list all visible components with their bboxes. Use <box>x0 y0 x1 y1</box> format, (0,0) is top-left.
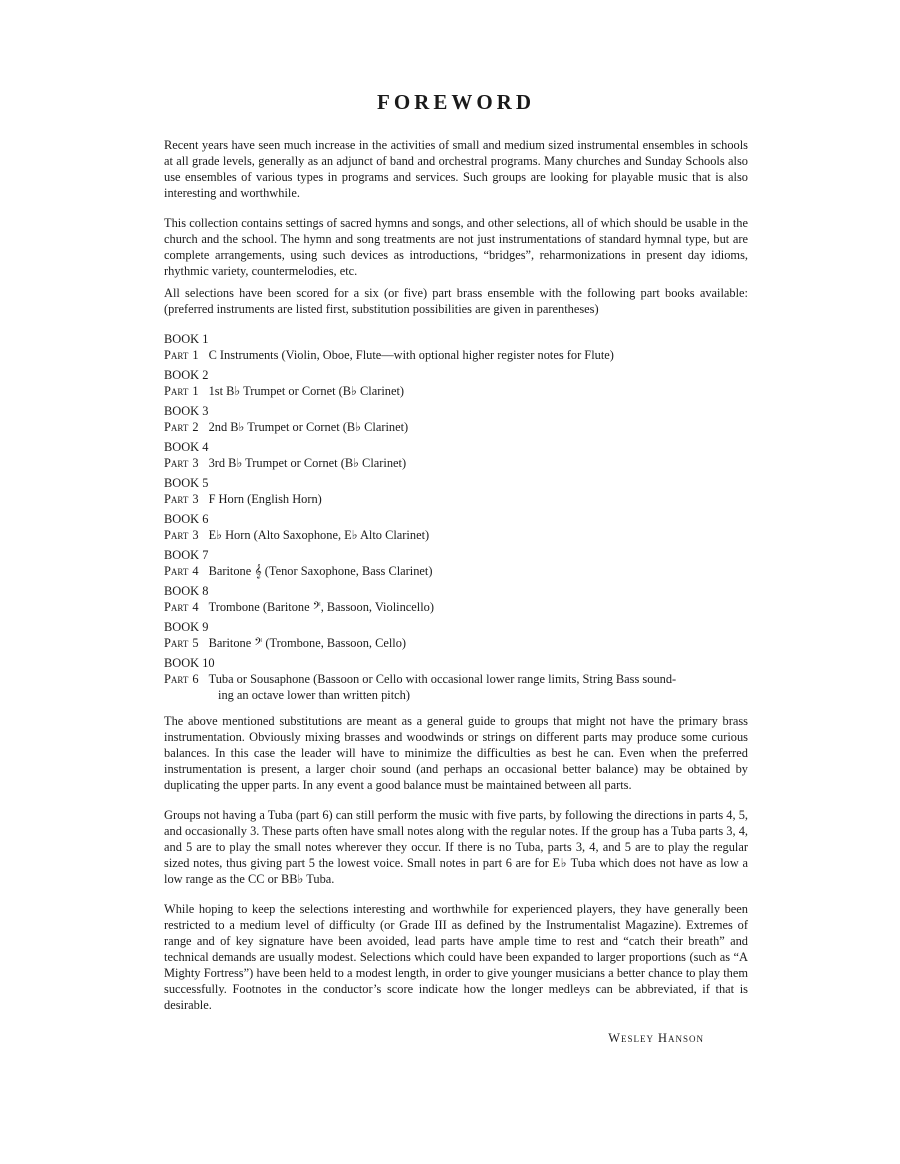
book-label: BOOK 3 <box>164 404 209 418</box>
part-number: 4 <box>192 564 199 578</box>
part-line <box>164 347 748 363</box>
part-label: Part <box>164 456 189 470</box>
book-entry-6 <box>164 511 748 543</box>
part-description: 3rd B♭ Trumpet or Cornet (B♭ Clarinet) <box>208 456 407 470</box>
book-label: BOOK 4 <box>164 440 209 454</box>
part-number: 3 <box>192 528 199 542</box>
part-number: 3 <box>192 492 199 506</box>
author-signature: Wesley Hanson <box>608 1031 704 1045</box>
part-line <box>164 527 748 543</box>
part-line <box>164 419 748 435</box>
book-label: BOOK 2 <box>164 368 209 382</box>
book-label: BOOK 7 <box>164 548 209 562</box>
book-label: BOOK 5 <box>164 476 209 490</box>
book-entry-7 <box>164 547 748 579</box>
substitutions-paragraph: The above mentioned substitutions are meant as a general guide to groups that might not have the primary brass instrumentation. Obviously mixing brasses and woodwinds or strings on different parts may produce some curious balances. In this case the leader will have to minimize the difficulties as best he can. Even when the preferred instrumentation is present, a larger choir sound (and perhaps an occasional better balance) may be obtained by duplicating the upper parts. In any event a good balance must be maintained between all parts. <box>164 714 748 792</box>
foreword-page <box>164 90 748 1046</box>
part-number: 3 <box>192 456 199 470</box>
book-entry-8 <box>164 583 748 615</box>
part-description: C Instruments (Violin, Oboe, Flute—with optional higher register notes for Flute) <box>208 348 614 362</box>
part-description-continued: ing an octave lower than written pitch) <box>218 688 410 702</box>
part-number: 5 <box>192 636 199 650</box>
part-description: 1st B♭ Trumpet or Cornet (B♭ Clarinet) <box>208 384 405 398</box>
part-label: Part <box>164 636 189 650</box>
part-number: 1 <box>192 348 199 362</box>
part-description: E♭ Horn (Alto Saxophone, E♭ Alto Clarinet) <box>208 528 430 542</box>
part-line <box>164 455 748 471</box>
part-label: Part <box>164 600 189 614</box>
intro-paragraph: Recent years have seen much increase in the activities of small and medium sized instrumental ensembles in schools at all grade levels, generally as an adjunct of band and orchestral programs. Many churches and Sunday Schools also use ensembles of various types in programs and services. Such groups are looking for playable music that is also interesting and worthwhile. <box>164 138 748 200</box>
part-line <box>164 491 748 507</box>
book-entry-5 <box>164 475 748 507</box>
part-label: Part <box>164 528 189 542</box>
book-label: BOOK 1 <box>164 332 209 346</box>
part-label: Part <box>164 492 189 506</box>
part-line <box>164 383 748 399</box>
part-line <box>164 563 748 579</box>
book-label: BOOK 6 <box>164 512 209 526</box>
part-label: Part <box>164 384 189 398</box>
part-label: Part <box>164 348 189 362</box>
part-number: 6 <box>192 672 199 686</box>
part-label: Part <box>164 672 189 686</box>
part-books-list <box>164 331 748 703</box>
part-description: Baritone 𝄢 (Trombone, Bassoon, Cello) <box>208 636 407 650</box>
book-entry-4 <box>164 439 748 471</box>
part-description: 2nd B♭ Trumpet or Cornet (B♭ Clarinet) <box>208 420 409 434</box>
book-entry-10 <box>164 655 748 703</box>
part-line <box>164 599 748 615</box>
page-title: FOREWORD <box>377 90 535 114</box>
part-number: 2 <box>192 420 199 434</box>
part-label: Part <box>164 564 189 578</box>
book-entry-3 <box>164 403 748 435</box>
part-description: Tuba or Sousaphone (Bassoon or Cello with occasional lower range limits, String Bass sound- <box>208 672 677 686</box>
part-line <box>164 635 748 651</box>
collection-paragraph: This collection contains settings of sacred hymns and songs, and other selections, all of which should be usable in the church and the school. The hymn and song treatments are not just instrumentations of standard hymnal type, but are complete arrangements, using such devices as introductions, “bridges”, reharmonizations in present day idioms, rhythmic variety, countermelodies, etc. <box>164 216 748 278</box>
scoring-paragraph: All selections have been scored for a six (or five) part brass ensemble with the following part books available: (preferred instruments are listed first, substitution possibilities are given in parentheses) <box>164 286 748 316</box>
part-description: Trombone (Baritone 𝄢, Bassoon, Violincello) <box>208 600 434 614</box>
part-label: Part <box>164 420 189 434</box>
book-entry-1 <box>164 331 748 363</box>
book-label: BOOK 9 <box>164 620 209 634</box>
book-label: BOOK 8 <box>164 584 209 598</box>
part-number: 4 <box>192 600 199 614</box>
part-description: Baritone 𝄞 (Tenor Saxophone, Bass Clarinet) <box>208 564 433 578</box>
tuba-paragraph: Groups not having a Tuba (part 6) can still perform the music with five parts, by following the directions in parts 4, 5, and occasionally 3. These parts often have small notes along with the regular notes. If the group has a Tuba parts 3, 4, and 5 are to play the small notes wherever they occur. If there is no Tuba, parts 3, 4, and 5 are to play the regular sized notes, thus giving part 5 the lowest voice. Small notes in part 6 are for E♭ Tuba which does not have as low a low range as the CC or BB♭ Tuba. <box>164 808 748 886</box>
book-entry-9 <box>164 619 748 651</box>
book-label: BOOK 10 <box>164 656 215 670</box>
part-description: F Horn (English Horn) <box>208 492 322 506</box>
book-entry-2 <box>164 367 748 399</box>
part-number: 1 <box>192 384 199 398</box>
difficulty-paragraph: While hoping to keep the selections interesting and worthwhile for experienced players, they have generally been restricted to a medium level of difficulty (or Grade III as defined by the Instrumentalist Magazine). Extremes of range and of key signature have been avoided, lead parts have ample time to rest and “catch their breath” and technical demands are usually modest. Selections which could have been expanded to larger proportions (such as “A Mighty Fortress”) have been held to a modest length, in order to give younger musicians a better chance to play them successfully. Footnotes in the conductor’s score indicate how the longer medleys can be abbreviated, if that is desirable. <box>164 902 748 1012</box>
part-line <box>164 671 748 687</box>
